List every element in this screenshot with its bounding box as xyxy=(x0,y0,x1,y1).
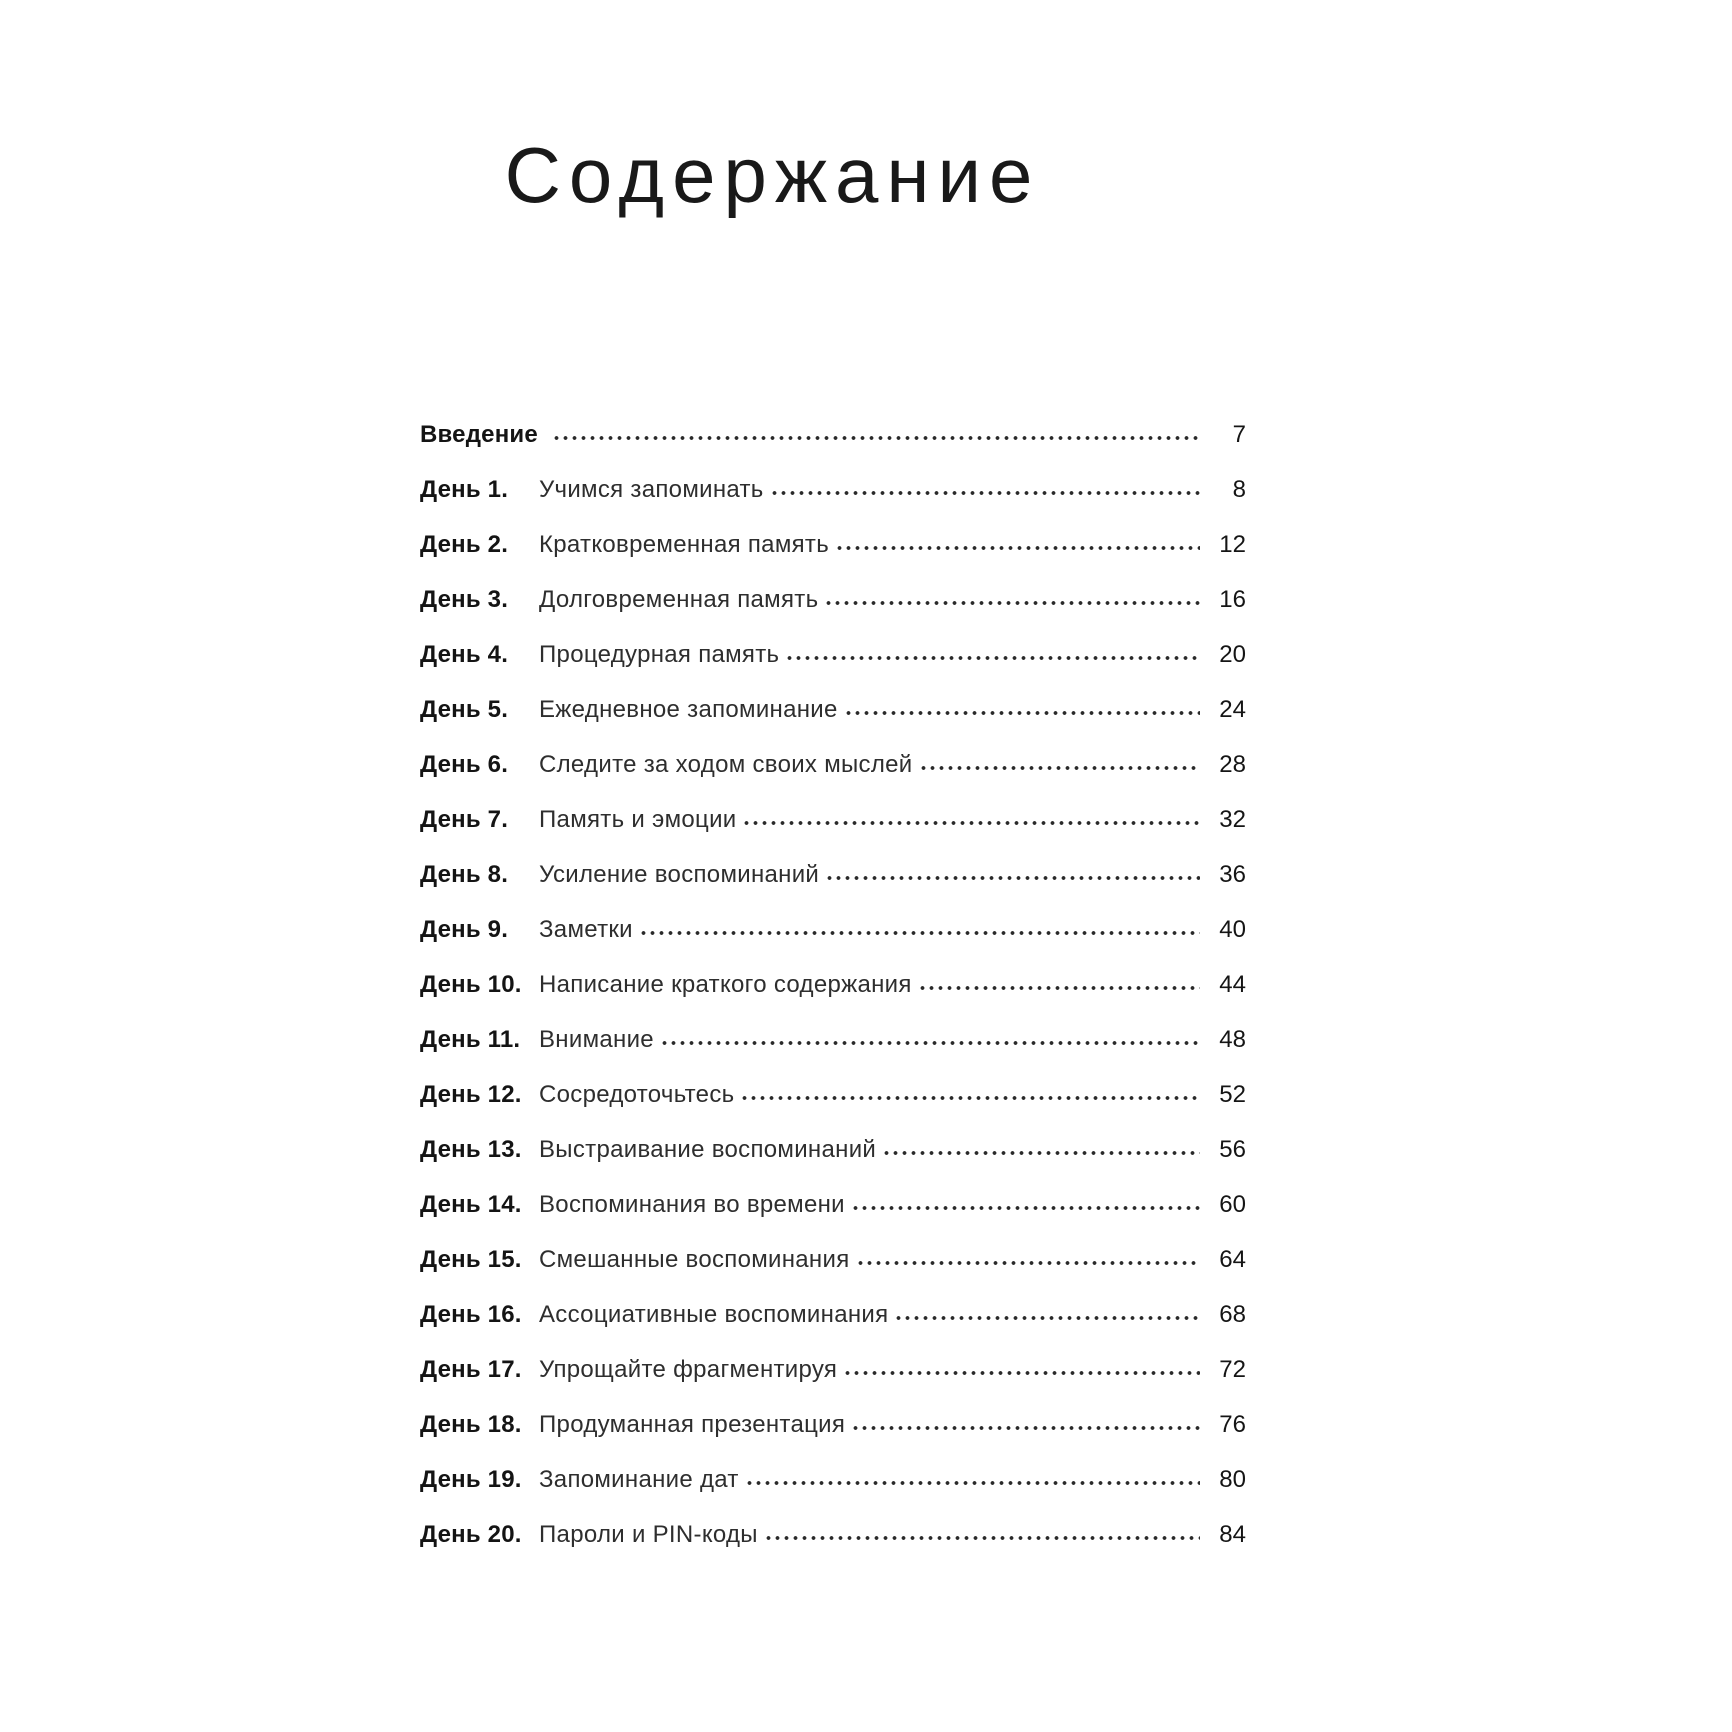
toc-entry-title: Пароли и PIN-коды xyxy=(539,1521,758,1548)
toc-entry-page: 60 xyxy=(1219,1191,1246,1218)
dot-leader xyxy=(843,1355,1200,1377)
dot-leader xyxy=(552,420,1200,442)
dot-leader xyxy=(770,475,1200,497)
toc-entry-page: 84 xyxy=(1219,1521,1246,1548)
toc-entry-page: 52 xyxy=(1219,1081,1246,1108)
toc-entry-page: 80 xyxy=(1219,1466,1246,1493)
toc-entry-page: 36 xyxy=(1219,861,1246,888)
toc-entry-page: 56 xyxy=(1219,1136,1246,1163)
toc-entry-page: 28 xyxy=(1219,751,1246,778)
dot-leader xyxy=(851,1410,1200,1432)
toc-entry-label: Введение xyxy=(420,421,538,448)
toc-entry-page: 72 xyxy=(1219,1356,1246,1383)
dot-leader xyxy=(918,970,1200,992)
toc-entry xyxy=(420,572,1246,627)
dot-leader xyxy=(740,1080,1200,1102)
toc-entry-title: Продуманная презентация xyxy=(539,1411,846,1438)
toc-entry xyxy=(420,1232,1246,1287)
toc-entry-page: 44 xyxy=(1219,971,1246,998)
page-title: Содержание xyxy=(504,131,1041,219)
toc-entry-page: 24 xyxy=(1219,696,1246,723)
toc-entry-label: День 3. xyxy=(420,586,509,613)
toc-entry-page: 20 xyxy=(1219,641,1246,668)
toc-entry-label: День 10. xyxy=(420,971,522,998)
toc-entry-label: День 19. xyxy=(420,1466,522,1493)
toc-entry-label: День 9. xyxy=(420,916,509,943)
toc-entry xyxy=(420,1122,1246,1177)
toc-entry xyxy=(420,902,1246,957)
toc-entry-label: День 11. xyxy=(420,1026,521,1053)
toc-entry-label: День 14. xyxy=(420,1191,522,1218)
toc-entry-page: 16 xyxy=(1219,586,1246,613)
toc-entry-page: 48 xyxy=(1219,1026,1246,1053)
dot-leader xyxy=(785,640,1200,662)
toc-entry xyxy=(420,517,1246,572)
toc-entry xyxy=(420,792,1246,847)
toc-entry xyxy=(420,462,1246,517)
dot-leader xyxy=(745,1465,1200,1487)
toc-entry xyxy=(420,1012,1246,1067)
toc-entry-label: День 1. xyxy=(420,476,509,503)
toc-entry xyxy=(420,1342,1246,1397)
toc-entry xyxy=(420,957,1246,1012)
toc-entry-title: Долговременная память xyxy=(539,586,819,613)
dot-leader xyxy=(919,750,1200,772)
toc-entry-title: Следите за ходом своих мыслей xyxy=(539,751,913,778)
toc-entry-label: День 13. xyxy=(420,1136,522,1163)
toc-entry xyxy=(420,847,1246,902)
dot-leader xyxy=(856,1245,1201,1267)
toc-entry-title: Смешанные воспоминания xyxy=(539,1246,850,1273)
toc-entry-title: Воспоминания во времени xyxy=(539,1191,845,1218)
toc-entry-label: День 5. xyxy=(420,696,509,723)
toc-entry-page: 76 xyxy=(1219,1411,1246,1438)
toc-entry-label: День 12. xyxy=(420,1081,522,1108)
toc-entry-title: Выстраивание воспоминаний xyxy=(539,1136,877,1163)
toc-entry-label: День 7. xyxy=(420,806,509,833)
toc-entry-title: Заметки xyxy=(539,916,633,943)
dot-leader xyxy=(660,1025,1200,1047)
toc-entry-label: День 4. xyxy=(420,641,509,668)
dot-leader xyxy=(894,1300,1200,1322)
dot-leader xyxy=(835,530,1200,552)
toc-entry-page: 64 xyxy=(1219,1246,1246,1273)
toc-entry-title: Кратковременная память xyxy=(539,531,830,558)
toc-entry-title: Учимся запоминать xyxy=(539,476,764,503)
toc-entry-title: Усиление воспоминаний xyxy=(539,861,820,888)
toc-entry-label: День 8. xyxy=(420,861,509,888)
toc-entry-label: День 20. xyxy=(420,1521,522,1548)
toc-entry-page: 32 xyxy=(1219,806,1246,833)
toc-entry-page: 40 xyxy=(1219,916,1246,943)
toc-entry-page: 68 xyxy=(1219,1301,1246,1328)
toc-entry xyxy=(420,407,1246,462)
toc-entry xyxy=(420,627,1246,682)
toc-entry-page: 8 xyxy=(1232,476,1246,503)
toc-entry-label: День 2. xyxy=(420,531,509,558)
dot-leader xyxy=(764,1520,1200,1542)
toc-entry xyxy=(420,1177,1246,1232)
toc-entry-label: День 6. xyxy=(420,751,509,778)
toc-entry xyxy=(420,1067,1246,1122)
toc-entry-label: День 18. xyxy=(420,1411,522,1438)
toc-entry-label: День 16. xyxy=(420,1301,522,1328)
toc-entry-title: Процедурная память xyxy=(539,641,780,668)
dot-leader xyxy=(882,1135,1200,1157)
toc-entry xyxy=(420,1287,1246,1342)
dot-leader xyxy=(742,805,1200,827)
toc-entry-title: Сосредоточьтесь xyxy=(539,1081,735,1108)
toc-entry-title: Ежедневное запоминание xyxy=(539,696,838,723)
dot-leader xyxy=(844,695,1200,717)
toc-entry-label: День 17. xyxy=(420,1356,522,1383)
toc-entry-page: 7 xyxy=(1232,421,1246,448)
toc-entry-label: День 15. xyxy=(420,1246,522,1273)
toc-list xyxy=(420,407,1246,1562)
toc-entry-title: Внимание xyxy=(539,1026,654,1053)
dot-leader xyxy=(824,585,1200,607)
toc-entry-title: Ассоциативные воспоминания xyxy=(539,1301,889,1328)
toc-entry xyxy=(420,737,1246,792)
dot-leader xyxy=(851,1190,1200,1212)
toc-entry-title: Память и эмоции xyxy=(539,806,737,833)
dot-leader xyxy=(639,915,1200,937)
toc-entry xyxy=(420,1452,1246,1507)
toc-entry xyxy=(420,1397,1246,1452)
toc-entry-page: 12 xyxy=(1219,531,1246,558)
toc-entry xyxy=(420,682,1246,737)
toc-entry-title: Написание краткого содержания xyxy=(539,971,912,998)
toc-entry-title: Упрощайте фрагментируя xyxy=(539,1356,838,1383)
dot-leader xyxy=(825,860,1200,882)
toc-entry xyxy=(420,1507,1246,1562)
toc-entry-title: Запоминание дат xyxy=(539,1466,739,1493)
